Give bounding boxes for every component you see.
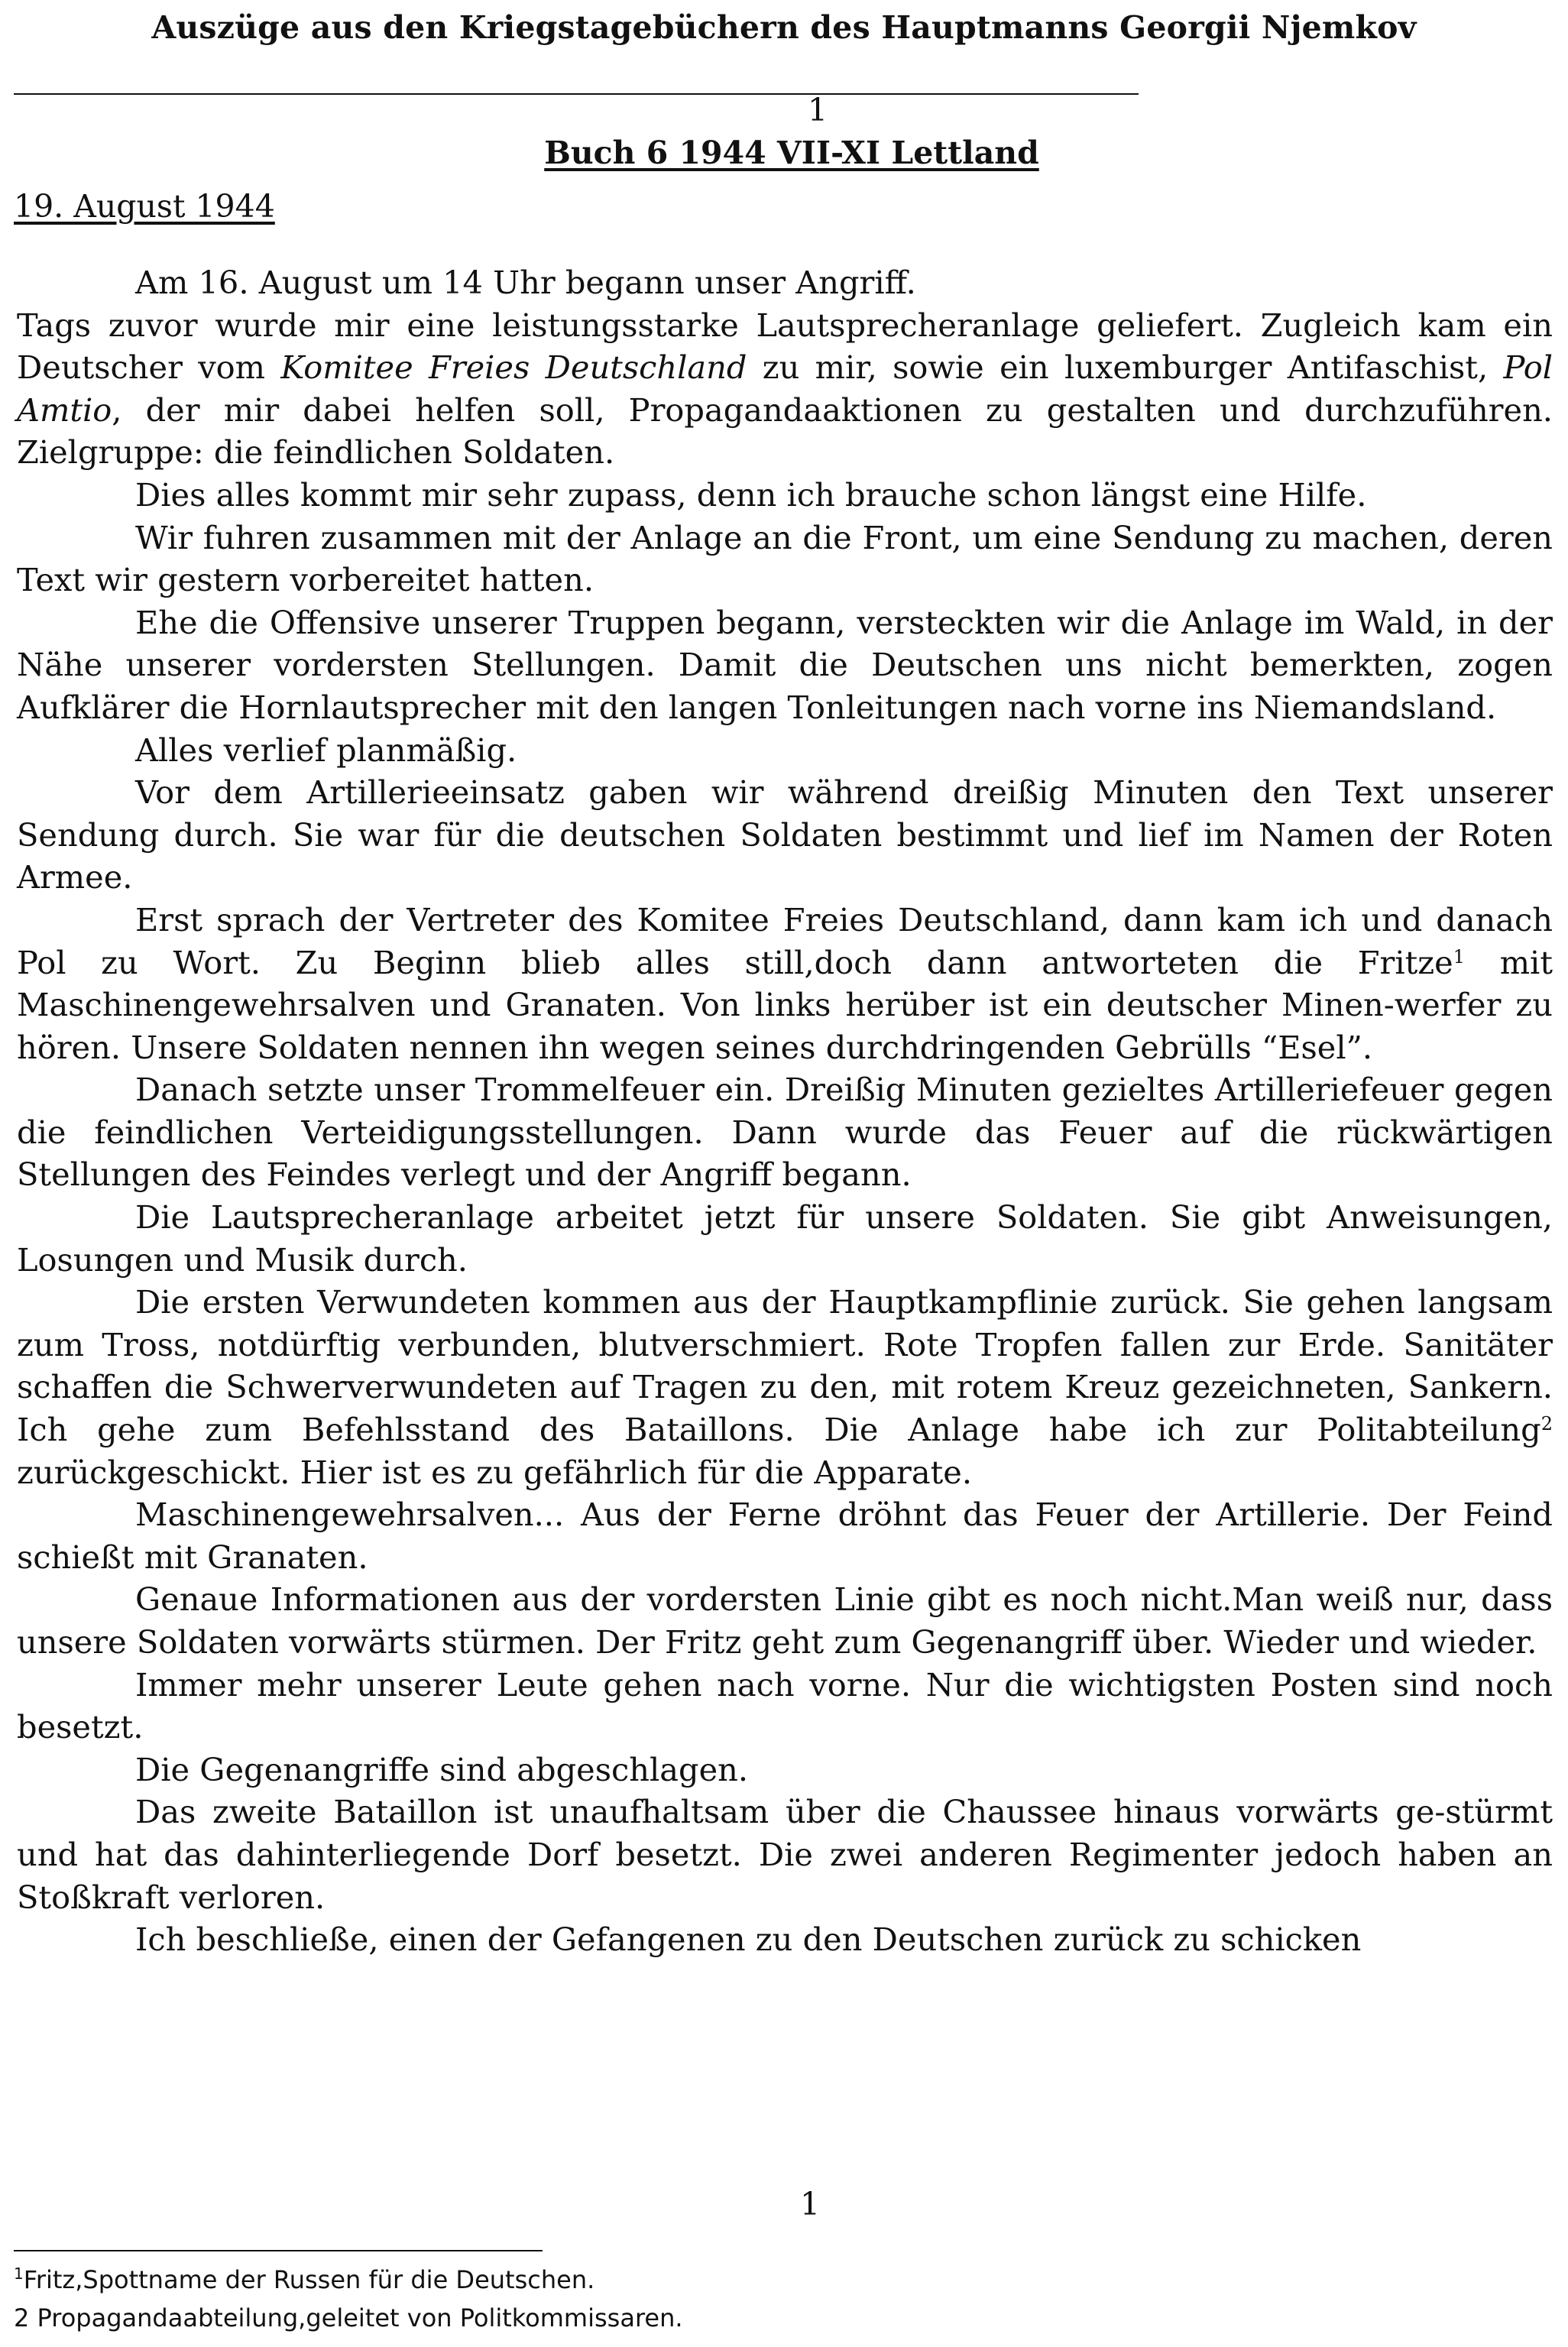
footnote-rule: [14, 2250, 543, 2251]
diary-body: [17, 261, 1553, 1961]
paragraph-15: Die Gegenangriffe sind abgeschlagen.: [135, 1750, 749, 1788]
paragraph-2: [17, 304, 1553, 474]
paragraph-13: Genaue Informationen aus der vordersten Linie gibt es noch nicht.Man weiß nur, dass unsere Soldaten vorwärts stürmen. Der Fritz geht zum Gegenangriff über. Wieder und wieder.: [17, 1580, 1553, 1661]
paragraph-11-text-b: zurückgeschickt. Hier ist es zu gefährlich für die Apparate.: [17, 1453, 973, 1491]
paragraph-1: Am 16. August um 14 Uhr begann unser Angriff.: [135, 264, 916, 301]
paragraph-8-text-b: mit Maschinengewehrsalven und Granaten. Von links herüber ist ein deutscher Minen-werfer zu hören. Unsere Soldaten nennen ihn wegen seines durchdringenden Gebrülls “Esel”.: [17, 943, 1553, 1066]
paragraph-2-text-a: Tags zuvor wurde mir eine leistungsstarke Lautsprecheranlage geliefert. Zugleich kam ein Deutscher vom: [17, 306, 1553, 387]
document-header: Auszüge aus den Kriegstagebüchern des Hauptmanns Georgii Njemkov: [151, 9, 1417, 46]
book-title: Buch 6 1944 VII-XI Lettland: [544, 135, 1039, 171]
paragraph-17: Ich beschließe, einen der Gefangenen zu den Deutschen zurück zu schicken: [135, 1921, 1362, 1959]
paragraph-8: [17, 899, 1553, 1068]
paragraph-4: Wir fuhren zusammen mit der Anlage an die Front, um eine Sendung zu machen, deren Text wir gestern vorbereitet hatten.: [17, 518, 1553, 599]
organization-name: Komitee Freies Deutschland: [280, 348, 747, 387]
paragraph-11: [17, 1281, 1553, 1493]
paragraph-16: Das zweite Bataillon ist unaufhaltsam über die Chaussee hinaus vorwärts ge-stürmt und hat das dahinterliegende Dorf besetzt. Die zwei anderen Regimenter jedoch haben an Stoßkraft verloren.: [17, 1793, 1553, 1916]
footnote-1: [14, 2261, 1313, 2299]
paragraph-10: Die Lautsprecheranlage arbeitet jetzt für unsere Soldaten. Sie gibt Anweisungen, Losungen und Musik durch.: [17, 1198, 1553, 1279]
footnote-2-number: 2: [14, 2303, 30, 2332]
page-number-bottom: 1: [799, 2186, 821, 2222]
paragraph-6: Alles verlief planmäßig.: [135, 731, 517, 769]
header-rule: [14, 93, 1139, 95]
paragraph-14: Immer mehr unserer Leute gehen nach vorne. Nur die wichtigsten Posten sind noch besetzt.: [17, 1665, 1553, 1746]
footnote-ref-1: 1: [1453, 945, 1466, 968]
paragraph-7: Vor dem Artillerieeinsatz gaben wir während dreißig Minuten den Text unserer Sendung durch. Sie war für die deutschen Soldaten bestimmt und lief im Namen der Roten Armee.: [17, 773, 1553, 896]
paragraph-12: Maschinengewehrsalven... Aus der Ferne dröhnt das Feuer der Artillerie. Der Feind schießt mit Granaten.: [17, 1496, 1553, 1576]
paragraph-9: Danach setzte unser Trommelfeuer ein. Dreißig Minuten gezieltes Artilleriefeuer gegen die feindlichen Verteidigungsstellungen. Dann wurde das Feuer auf die rückwärtigen Stellungen des Feindes verlegt und der Angriff begann.: [17, 1071, 1553, 1194]
entry-date: 19. August 1944: [14, 188, 275, 225]
page-number-top: 1: [807, 92, 828, 128]
paragraph-2-text-b: zu mir, sowie ein luxemburger Antifaschist,: [747, 348, 1504, 387]
footnote-1-text: Fritz,Spottname der Russen für die Deutschen.: [23, 2265, 595, 2294]
paragraph-5: Ehe die Offensive unserer Truppen begann, versteckten wir die Anlage im Wald, in der Nähe unserer vordersten Stellungen. Damit die Deutschen uns nicht bemerkten, zogen Aufklärer die Hornlautsprecher mit den langen Tonleitungen nach vorne ins Niemandsland.: [17, 603, 1553, 726]
footnote-2: [14, 2299, 1313, 2337]
paragraph-8-text-a: Erst sprach der Vertreter des Komitee Freies Deutschland, dann kam ich und danach Pol zu Wort. Zu Beginn blieb alles still,doch dann antworteten die Fritze: [17, 900, 1553, 981]
footnote-1-number: 1: [14, 2264, 24, 2283]
footnote-ref-2: 2: [1540, 1413, 1553, 1435]
footnotes: [14, 2261, 1313, 2337]
paragraph-3: Dies alles kommt mir sehr zupass, denn ich brauche schon längst eine Hilfe.: [135, 475, 1367, 514]
paragraph-11-text-a: Die ersten Verwundeten kommen aus der Hauptkampflinie zurück. Sie gehen langsam zum Tross, notdürftig verbunden, blutverschmiert. Rote Tropfen fallen zur Erde. Sanitäter schaffen die Schwerverwundeten auf Tragen zu den, mit rotem Kreuz gezeichneten, Sankern. Ich gehe zum Befehlsstand des Bataillons. Die Anlage habe ich zur Politabteilung: [17, 1283, 1553, 1449]
footnote-2-text: Propagandaabteilung,geleitet von Politkommissaren.: [29, 2303, 683, 2332]
paragraph-2-text-c: , der mir dabei helfen soll, Propagandaaktionen zu gestalten und durchzuführen. Zielgruppe: die feindlichen Soldaten.: [17, 391, 1553, 472]
person-name: Pol Amtio: [17, 348, 1553, 429]
